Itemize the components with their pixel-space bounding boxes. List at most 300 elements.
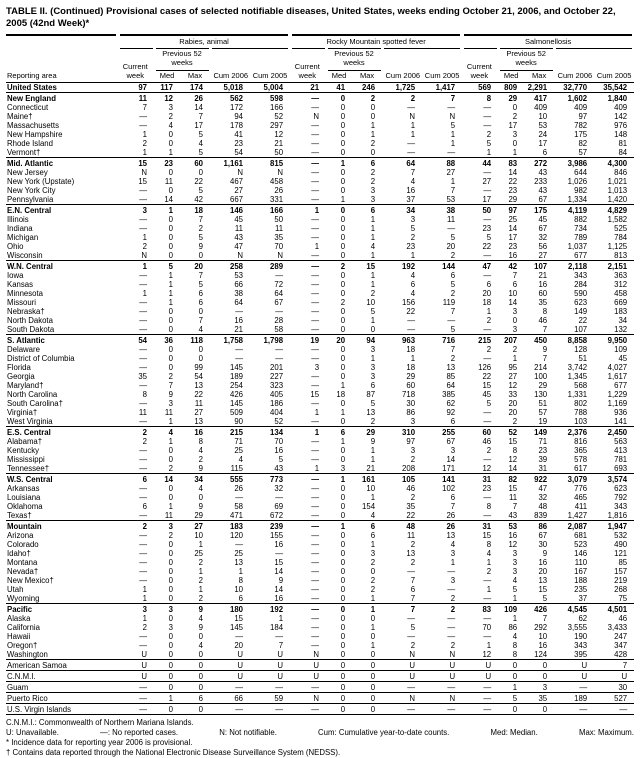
value-cell: 0: [326, 660, 352, 671]
value-cell: 8: [512, 641, 518, 651]
value-cell: 0: [340, 417, 346, 427]
value-cell: 409: [534, 103, 548, 113]
cum-2005-header: Cum 2005: [252, 70, 288, 80]
value-cell: 562: [210, 93, 250, 104]
value-cell: 2: [486, 567, 492, 577]
value-cell: 6: [142, 502, 147, 512]
value-cell: 1,725: [395, 83, 416, 93]
value-cell: 75: [618, 594, 628, 604]
value-cell: 2: [168, 112, 173, 122]
value-cell: 1: [370, 493, 376, 503]
value-cell: 2: [450, 594, 456, 604]
value-cell: 5: [410, 623, 416, 633]
value-cell: 1,037: [567, 242, 588, 252]
value-cell: 188: [574, 576, 588, 586]
value-cell: —: [139, 325, 147, 335]
value-cell: 846: [614, 168, 628, 178]
table-row: [6, 298, 634, 307]
value-cell: 45: [482, 390, 492, 400]
value-cell: 6: [410, 585, 416, 595]
value-cell: U: [554, 671, 594, 682]
value-cell: 23: [508, 242, 518, 252]
table-row: [6, 693, 634, 704]
table-row: [6, 576, 634, 585]
value-cell: —: [483, 103, 492, 113]
value-cell: 1: [238, 567, 243, 577]
reporting-area-cell: New Jersey: [7, 168, 48, 178]
value-cell: 0: [340, 224, 346, 234]
value-cell: 50: [274, 215, 284, 225]
value-cell: 9: [198, 242, 203, 252]
value-cell: —: [311, 641, 320, 651]
table-row: [6, 316, 634, 325]
value-cell: 5: [198, 186, 203, 196]
value-cell: 48: [382, 521, 422, 532]
value-cell: —: [139, 271, 147, 281]
value-cell: 0: [168, 316, 173, 326]
value-cell: 175: [574, 130, 588, 140]
value-cell: 1: [512, 594, 518, 604]
value-cell: —: [139, 446, 147, 456]
value-cell: 1: [370, 623, 376, 633]
value-cell: 42: [194, 195, 203, 205]
value-cell: 0: [340, 148, 346, 158]
value-cell: —: [290, 704, 326, 715]
table-row: [6, 594, 634, 604]
value-cell: —: [311, 372, 320, 382]
value-cell: 5: [542, 594, 548, 604]
value-cell: 4,501: [594, 604, 634, 615]
value-cell: 14: [508, 298, 518, 308]
value-cell: 46: [538, 316, 548, 326]
value-cell: 11: [194, 399, 203, 409]
value-cell: 156: [402, 298, 416, 308]
value-cell: —: [311, 307, 320, 317]
value-cell: 0: [524, 704, 554, 715]
value-cell: 0: [524, 671, 554, 682]
value-cell: 0: [340, 455, 346, 465]
value-cell: 107: [574, 325, 588, 335]
max-header: Max: [359, 70, 375, 80]
value-cell: 1: [450, 558, 456, 568]
value-cell: 21: [274, 139, 284, 149]
reporting-area-cell: Nevada†: [7, 567, 39, 577]
value-cell: 9: [180, 604, 210, 615]
value-cell: 30: [406, 399, 416, 409]
value-cell: 789: [574, 233, 588, 243]
value-cell: 1: [512, 148, 518, 158]
value-cell: 0: [168, 558, 173, 568]
value-cell: N: [409, 650, 416, 660]
value-cell: 2: [370, 417, 376, 427]
value-cell: 428: [614, 650, 628, 660]
table-row: [6, 233, 634, 242]
value-cell: 1: [314, 242, 320, 252]
value-cell: —: [382, 704, 422, 715]
value-cell: —: [311, 381, 320, 391]
value-cell: 1,334: [567, 195, 588, 205]
value-cell: —: [483, 215, 492, 225]
value-cell: U: [250, 671, 290, 682]
value-cell: 2: [370, 177, 376, 187]
value-cell: 7: [382, 604, 422, 615]
value-cell: 54: [234, 148, 243, 158]
value-cell: 450: [524, 335, 554, 346]
value-cell: 46: [406, 484, 416, 494]
value-cell: 4: [486, 549, 492, 559]
value-cell: 12: [274, 130, 284, 140]
value-cell: —: [311, 251, 320, 261]
value-cell: —: [311, 502, 320, 512]
value-cell: 2: [168, 464, 173, 474]
value-cell: 12: [508, 381, 518, 391]
value-cell: —: [118, 693, 154, 704]
value-cell: 207: [498, 335, 524, 346]
value-cell: 6: [370, 381, 376, 391]
value-cell: —: [311, 177, 320, 187]
value-cell: 289: [250, 261, 290, 272]
value-cell: 644: [574, 168, 588, 178]
value-cell: 284: [574, 280, 588, 290]
value-cell: 792: [614, 493, 628, 503]
value-cell: 0: [168, 585, 173, 595]
value-cell: —: [483, 186, 492, 196]
value-cell: 404: [270, 408, 284, 418]
value-cell: 10: [234, 585, 243, 595]
value-cell: 0: [168, 641, 173, 651]
value-cell: 0: [340, 567, 346, 577]
value-cell: 51: [578, 354, 588, 364]
value-cell: 2: [512, 345, 518, 355]
value-cell: 0: [168, 242, 173, 252]
value-cell: 64: [234, 298, 243, 308]
value-cell: N: [313, 112, 320, 122]
value-cell: 88: [422, 158, 462, 169]
reporting-area-cell: Rhode Island: [7, 139, 53, 149]
value-cell: —: [311, 148, 320, 158]
value-cell: —: [139, 307, 147, 317]
value-cell: 102: [442, 484, 456, 494]
value-cell: —: [139, 464, 147, 474]
value-cell: —: [210, 704, 250, 715]
reporting-area-cell: Tennessee†: [7, 464, 50, 474]
value-cell: 0: [180, 660, 210, 671]
value-cell: 623: [614, 484, 628, 494]
reporting-area-cell: Guam: [6, 682, 118, 693]
value-cell: 716: [422, 335, 462, 346]
value-cell: 92: [446, 408, 456, 418]
value-cell: 527: [594, 693, 634, 704]
value-cell: 5: [486, 399, 492, 409]
value-cell: 81: [618, 139, 628, 149]
value-cell: 2: [142, 623, 147, 633]
value-cell: U: [118, 671, 154, 682]
value-cell: —: [311, 417, 320, 427]
value-cell: —: [290, 604, 326, 615]
value-cell: 0: [370, 650, 376, 660]
value-cell: 7: [168, 381, 173, 391]
value-cell: 4,027: [607, 363, 628, 373]
value-cell: 0: [340, 540, 346, 550]
med-header: Med: [503, 70, 519, 80]
value-cell: 1,161: [210, 158, 250, 169]
reporting-area-cell: Hawaii: [7, 632, 31, 642]
value-cell: —: [139, 363, 147, 373]
value-cell: —: [382, 682, 422, 693]
value-cell: 0: [326, 93, 352, 104]
table-row: [6, 585, 634, 594]
value-cell: N: [449, 650, 456, 660]
table-row: [6, 660, 634, 671]
value-cell: 23: [154, 158, 180, 169]
value-cell: 2: [450, 289, 456, 299]
value-cell: 563: [614, 437, 628, 447]
value-cell: 0: [168, 493, 173, 503]
value-cell: 201: [270, 363, 284, 373]
value-cell: 578: [574, 455, 588, 465]
value-cell: 9: [198, 623, 203, 633]
reporting-area-cell: W.S. Central: [6, 474, 118, 485]
value-cell: —: [311, 540, 320, 550]
value-cell: 53: [234, 271, 243, 281]
reporting-area-cell: Nebraska†: [7, 307, 45, 317]
value-cell: 0: [340, 549, 346, 559]
value-cell: 598: [250, 93, 290, 104]
value-cell: —: [290, 474, 326, 485]
value-cell: 124: [534, 650, 548, 660]
value-cell: 1: [142, 289, 147, 299]
value-cell: 0: [340, 103, 346, 113]
value-cell: 8: [486, 502, 492, 512]
value-cell: 3,433: [607, 623, 628, 633]
value-cell: U: [237, 650, 243, 660]
value-cell: —: [447, 632, 456, 642]
value-cell: 1: [278, 614, 284, 624]
table-row: [6, 558, 634, 567]
value-cell: 1: [370, 641, 376, 651]
value-cell: 175: [524, 205, 554, 216]
value-cell: 6: [450, 417, 456, 427]
value-cell: 166: [270, 103, 284, 113]
value-cell: 490: [614, 540, 628, 550]
value-cell: 0: [340, 242, 346, 252]
value-cell: —: [311, 484, 320, 494]
value-cell: 1: [168, 148, 173, 158]
reporting-area-cell: Colorado: [7, 540, 39, 550]
value-cell: 9: [198, 464, 203, 474]
value-cell: 0: [168, 139, 173, 149]
value-cell: 192: [250, 604, 290, 615]
value-cell: 426: [229, 390, 243, 400]
value-cell: —: [311, 567, 320, 577]
value-cell: 22: [482, 372, 492, 382]
value-cell: 4: [198, 325, 203, 335]
group-header-rmsf: Rocky Mountain spotted fever: [290, 35, 462, 49]
value-cell: 2: [142, 139, 147, 149]
value-cell: 1: [410, 354, 416, 364]
value-cell: 2: [326, 261, 352, 272]
value-cell: —: [407, 614, 416, 624]
value-cell: 1: [512, 354, 518, 364]
value-cell: —: [483, 493, 492, 503]
value-cell: 51: [538, 399, 548, 409]
value-cell: 9: [168, 390, 173, 400]
value-cell: 417: [524, 93, 554, 104]
value-cell: 734: [574, 224, 588, 234]
table-row: [6, 242, 634, 251]
value-cell: 6: [198, 289, 203, 299]
value-cell: 7: [594, 660, 634, 671]
value-cell: —: [311, 139, 320, 149]
value-cell: 5: [486, 233, 492, 243]
value-cell: 347: [614, 641, 628, 651]
value-cell: U: [462, 660, 498, 671]
value-cell: 0: [198, 168, 203, 178]
value-cell: 117: [160, 83, 173, 93]
value-cell: 97: [138, 83, 147, 93]
value-cell: 60: [538, 289, 548, 299]
value-cell: 9,950: [594, 335, 634, 346]
value-cell: 145: [229, 363, 243, 373]
value-cell: 0: [340, 558, 346, 568]
reporting-area-header: Reporting area: [7, 70, 57, 80]
value-cell: 0: [168, 186, 173, 196]
value-cell: —: [290, 93, 326, 104]
value-cell: —: [422, 682, 462, 693]
reporting-area-cell: Texas†: [7, 511, 32, 521]
value-cell: —: [311, 576, 320, 586]
value-cell: 41: [234, 130, 243, 140]
value-cell: 4: [168, 121, 173, 131]
value-cell: 9: [542, 345, 548, 355]
value-cell: 13: [446, 531, 456, 541]
reporting-area-cell: U.S. Virgin Islands: [6, 704, 118, 715]
value-cell: 13: [194, 417, 203, 427]
reporting-area-cell: United States: [7, 83, 57, 93]
value-cell: 2: [410, 641, 416, 651]
value-cell: 0: [352, 682, 382, 693]
value-cell: U: [250, 660, 290, 671]
value-cell: 13: [366, 408, 376, 418]
value-cell: 115: [230, 464, 243, 474]
value-cell: 1: [410, 251, 416, 261]
reporting-area-cell: Minnesota: [7, 289, 43, 299]
value-cell: 14: [508, 168, 518, 178]
value-cell: 2: [370, 168, 376, 178]
med-header: Med: [159, 70, 175, 80]
value-cell: —: [235, 354, 243, 364]
previous-52-weeks-header: Previous 52 weeks: [326, 49, 382, 70]
table-row: [6, 437, 634, 446]
value-cell: 3: [154, 521, 180, 532]
footnote-cnmi: C.N.M.I.: Commonwealth of Northern Mariana Islands.: [6, 718, 194, 728]
reporting-area-cell: New Mexico†: [7, 576, 54, 586]
value-cell: 183: [614, 307, 628, 317]
value-cell: 60: [462, 427, 498, 438]
current-week-header: Current week: [294, 61, 320, 80]
reporting-area-cell: West Virginia: [7, 417, 53, 427]
value-cell: 4: [410, 271, 416, 281]
value-cell: 8: [542, 307, 548, 317]
value-cell: 1,602: [554, 93, 594, 104]
value-cell: 23: [508, 186, 518, 196]
value-cell: 18: [336, 390, 346, 400]
value-cell: 23: [234, 139, 243, 149]
reporting-area-cell: California: [7, 623, 40, 633]
value-cell: 85: [446, 372, 456, 382]
value-cell: —: [139, 484, 147, 494]
value-cell: —: [118, 682, 154, 693]
value-cell: —: [290, 261, 326, 272]
reporting-area-cell: Virginia†: [7, 408, 38, 418]
value-cell: 0: [326, 704, 352, 715]
value-cell: 1: [450, 139, 456, 149]
value-cell: 0: [168, 233, 173, 243]
value-cell: 15: [508, 437, 518, 447]
value-cell: 0: [168, 363, 173, 373]
value-cell: —: [483, 417, 492, 427]
value-cell: 15: [274, 558, 284, 568]
value-cell: 405: [270, 390, 284, 400]
value-cell: 555: [210, 474, 250, 485]
value-cell: 1: [168, 502, 173, 512]
value-cell: 5: [370, 307, 376, 317]
value-cell: 7: [450, 307, 456, 317]
value-cell: 1: [142, 594, 147, 604]
value-cell: 184: [270, 623, 284, 633]
value-cell: 1: [118, 261, 154, 272]
value-cell: 2,291: [527, 83, 548, 93]
value-cell: 0: [512, 139, 518, 149]
value-cell: 45: [234, 215, 243, 225]
value-cell: 10: [538, 112, 548, 122]
value-cell: —: [311, 280, 320, 290]
value-cell: —: [311, 594, 320, 604]
value-cell: 12: [508, 455, 518, 465]
value-cell: —: [483, 455, 492, 465]
value-cell: 22: [482, 242, 492, 252]
value-cell: U: [141, 650, 147, 660]
table-row: [6, 408, 634, 417]
value-cell: N: [409, 112, 416, 122]
footnotes: [6, 718, 634, 758]
value-cell: 7: [542, 325, 548, 335]
value-cell: 2: [382, 93, 422, 104]
value-cell: 1: [370, 316, 376, 326]
value-cell: 15: [234, 614, 243, 624]
table-row: [6, 130, 634, 139]
reporting-area-cell: Mountain: [6, 521, 118, 532]
value-cell: 2: [198, 594, 203, 604]
value-cell: —: [290, 158, 326, 169]
value-cell: 4,829: [594, 205, 634, 216]
value-cell: —: [139, 215, 147, 225]
value-cell: 0: [340, 594, 346, 604]
value-cell: 1,582: [607, 215, 628, 225]
value-cell: 84: [618, 148, 628, 158]
value-cell: 13: [194, 381, 203, 391]
value-cell: 46: [482, 437, 492, 447]
value-cell: 0: [370, 567, 376, 577]
value-cell: 677: [574, 251, 588, 261]
value-cell: 272: [524, 158, 554, 169]
value-cell: 17: [508, 121, 518, 131]
value-cell: 26: [422, 521, 462, 532]
value-cell: —: [483, 112, 492, 122]
value-cell: 7: [198, 112, 203, 122]
value-cell: 144: [422, 261, 462, 272]
reporting-area-cell: American Samoa: [6, 660, 118, 671]
